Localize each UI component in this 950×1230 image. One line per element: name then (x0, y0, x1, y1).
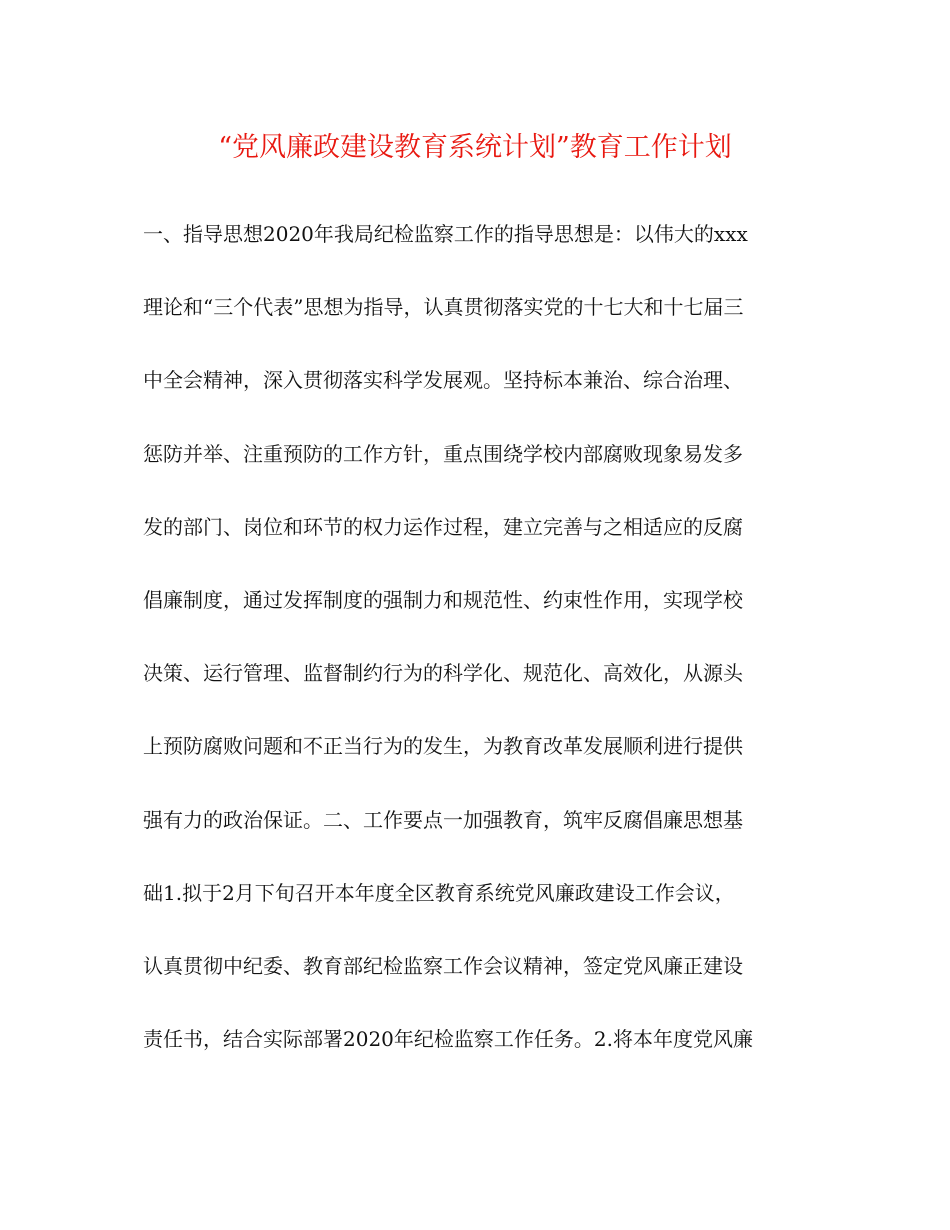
body-line: 强有力的政治保证。二、工作要点一加强教育，筑牢反腐倡廉思想基 (143, 807, 743, 832)
document-body (143, 212, 807, 1090)
body-line: 决策、运行管理、监督制约行为的科学化、规范化、高效化，从源头 (143, 661, 743, 686)
body-line: 上预防腐败问题和不正当行为的发生，为教育改革发展顺利进行提供 (143, 734, 743, 759)
body-line: 倡廉制度，通过发挥制度的强制力和规范性、约束性作用，实现学校 (143, 587, 743, 612)
document-title: “党风廉政建设教育系统计划”教育工作计划 (218, 132, 732, 163)
body-line: 础1.拟于2月下旬召开本年度全区教育系统党风廉政建设工作会议， (143, 880, 735, 905)
body-line: 发的部门、岗位和环节的权力运作过程，建立完善与之相适应的反腐 (143, 514, 743, 539)
body-line: 认真贯彻中纪委、教育部纪检监察工作会议精神，签定党风廉正建设 (143, 953, 743, 978)
body-line: 中全会精神，深入贯彻落实科学发展观。坚持标本兼治、综合治理、 (143, 368, 743, 393)
body-line: 惩防并举、注重预防的工作方针，重点围绕学校内部腐败现象易发多 (143, 441, 743, 466)
body-line: 一、指导思想2020年我局纪检监察工作的指导思想是：以伟大的xxx (143, 222, 748, 246)
body-line: 责任书，结合实际部署2020年纪检监察工作任务。2.将本年度党风廉 (143, 1027, 753, 1052)
body-line: 理论和“三个代表”思想为指导，认真贯彻落实党的十七大和十七届三 (143, 295, 744, 320)
